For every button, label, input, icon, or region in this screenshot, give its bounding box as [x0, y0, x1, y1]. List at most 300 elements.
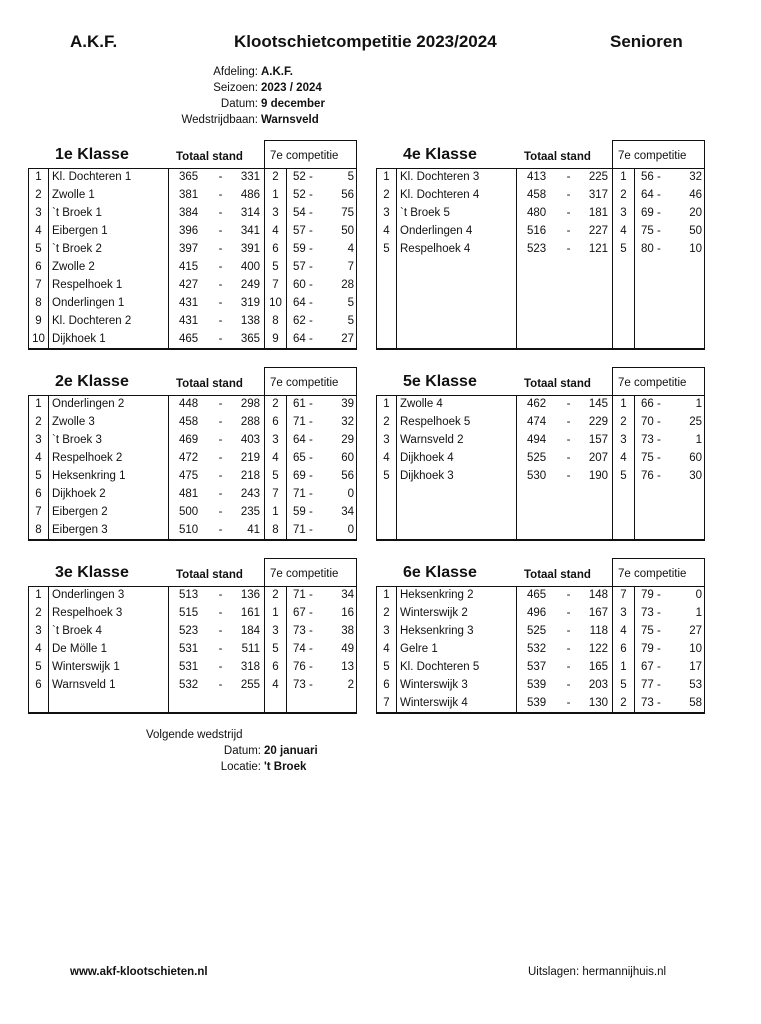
cell-rank: 5	[377, 467, 397, 485]
cell-n1: 532	[527, 642, 547, 655]
cell-s2: 34	[321, 586, 357, 604]
cell-rank: 6	[29, 485, 49, 503]
cell-s2: 1	[669, 604, 705, 622]
cell-s2: 2	[321, 676, 357, 694]
cell-s2: 16	[321, 604, 357, 622]
cell-rank: 3	[29, 622, 49, 640]
cell-n1	[169, 694, 215, 712]
cell-rank	[377, 312, 397, 330]
footer-website[interactable]: www.akf-klootschieten.nl	[70, 966, 208, 978]
cell-n1: 448	[179, 397, 199, 410]
cell-s2	[669, 503, 705, 521]
cell-pos	[613, 276, 635, 294]
cell-s1: 79 -	[641, 588, 661, 601]
table-row	[29, 640, 357, 658]
header-competitie: 7e competitie	[612, 558, 705, 586]
cell-s2: 46	[669, 186, 705, 204]
klasse-title: 2e Klasse	[55, 373, 129, 390]
cell-s2: 5	[321, 168, 357, 186]
cell-n1: 474	[527, 415, 547, 428]
table-row	[29, 168, 357, 186]
cell-team	[397, 330, 517, 348]
cell-rank: 6	[377, 676, 397, 694]
cell-team: Zwolle 1	[49, 186, 169, 204]
cell-s2: 39	[321, 395, 357, 413]
cell-dash: -	[218, 278, 223, 291]
cell-n1: 384	[179, 206, 199, 219]
cell-n2: 318	[227, 658, 265, 676]
cell-s1	[635, 312, 669, 330]
cell-n2: 227	[575, 222, 613, 240]
cell-team: Dijkhoek 2	[49, 485, 169, 503]
cell-rank: 2	[29, 413, 49, 431]
table-row	[377, 622, 705, 640]
cell-s1: 67 -	[293, 606, 313, 619]
cell-s2	[669, 330, 705, 348]
cell-pos: 1	[613, 168, 635, 186]
cell-dash: -	[218, 224, 223, 237]
cell-n2: 400	[227, 258, 265, 276]
cell-s2: 27	[321, 330, 357, 348]
header-competitie: 7e competitie	[264, 558, 357, 586]
cell-pos: 4	[613, 449, 635, 467]
cell-rank: 10	[29, 330, 49, 348]
cell-dash: -	[218, 451, 223, 464]
cell-pos: 1	[265, 503, 287, 521]
table-row	[377, 503, 705, 521]
cell-pos: 6	[613, 640, 635, 658]
cell-n2: 235	[227, 503, 265, 521]
cell-rank	[377, 276, 397, 294]
cell-n2: 365	[227, 330, 265, 348]
cell-s1: 59 -	[293, 505, 313, 518]
cell-n1: 462	[527, 397, 547, 410]
cell-n2: 288	[227, 413, 265, 431]
cell-rank: 2	[377, 604, 397, 622]
match-info	[150, 64, 325, 128]
cell-team: Winterswijk 1	[49, 658, 169, 676]
org-title: A.K.F.	[70, 32, 118, 51]
cell-rank: 5	[377, 240, 397, 258]
cell-s1: 65 -	[293, 451, 313, 464]
table-row	[377, 521, 705, 539]
cell-pos: 7	[265, 276, 287, 294]
cell-dash: -	[566, 242, 571, 255]
cell-team: Onderlingen 1	[49, 294, 169, 312]
cell-s2: 28	[321, 276, 357, 294]
cell-s1: 56 -	[641, 170, 661, 183]
cell-dash: -	[566, 206, 571, 219]
cell-pos: 9	[265, 330, 287, 348]
table-row	[377, 276, 705, 294]
cell-dash: -	[566, 433, 571, 446]
cell-s2: 25	[669, 413, 705, 431]
cell-s2	[669, 294, 705, 312]
cell-n1: 500	[179, 505, 199, 518]
cell-rank: 4	[29, 222, 49, 240]
cell-n1: 415	[179, 260, 199, 273]
cell-s1: 64 -	[293, 332, 313, 345]
cell-team	[397, 485, 517, 503]
cell-s1: 71 -	[293, 487, 313, 500]
cell-n1: 523	[179, 624, 199, 637]
next-match-heading: Volgende wedstrijd	[146, 729, 243, 741]
cell-dash: -	[218, 296, 223, 309]
cell-n2: 319	[227, 294, 265, 312]
info-label: Wedstrijdbaan:	[181, 114, 258, 126]
cell-n1: 537	[527, 660, 547, 673]
cell-s2: 60	[669, 449, 705, 467]
klasse-title: 3e Klasse	[55, 564, 129, 581]
cell-s1: 73 -	[293, 624, 313, 637]
table-row	[377, 330, 705, 348]
cell-n1: 515	[179, 606, 199, 619]
cell-rank: 6	[29, 676, 49, 694]
cell-team: `t Broek 1	[49, 204, 169, 222]
cell-n2: 331	[227, 168, 265, 186]
cell-team: `t Broek 2	[49, 240, 169, 258]
cell-n1: 481	[179, 487, 199, 500]
klasse-title: 4e Klasse	[403, 146, 477, 163]
cell-s1: 64 -	[293, 433, 313, 446]
table-row	[29, 467, 357, 485]
cell-team: Kl. Dochteren 1	[49, 168, 169, 186]
header-totaal-stand: Totaal stand	[176, 151, 243, 163]
cell-n1	[517, 330, 563, 348]
info-value: Warnsveld	[261, 114, 319, 126]
cell-dash: -	[566, 451, 571, 464]
info-value: 2023 / 2024	[261, 82, 322, 94]
cell-s2: 10	[669, 640, 705, 658]
cell-s1: 73 -	[641, 606, 661, 619]
cell-s2: 32	[669, 168, 705, 186]
cell-dash: -	[218, 642, 223, 655]
cell-pos	[613, 503, 635, 521]
cell-dash: -	[566, 224, 571, 237]
cell-s2: 20	[669, 204, 705, 222]
cell-dash: -	[566, 642, 571, 655]
cell-team	[397, 503, 517, 521]
cell-s2: 38	[321, 622, 357, 640]
cell-n2: 130	[575, 694, 613, 712]
cell-s2: 0	[669, 586, 705, 604]
cell-dash: -	[218, 433, 223, 446]
next-match	[146, 727, 318, 775]
cell-s1: 64 -	[641, 188, 661, 201]
cell-n1: 539	[527, 678, 547, 691]
cell-rank: 1	[29, 168, 49, 186]
cell-s1: 66 -	[641, 397, 661, 410]
cell-n1: 525	[527, 624, 547, 637]
cell-n2	[575, 258, 613, 276]
cell-n1	[517, 503, 563, 521]
cell-dash: -	[218, 624, 223, 637]
cell-pos: 8	[265, 521, 287, 539]
cell-s2: 50	[669, 222, 705, 240]
cell-n2: 181	[575, 204, 613, 222]
cell-n1: 525	[527, 451, 547, 464]
cell-rank: 6	[29, 258, 49, 276]
cell-pos: 3	[265, 431, 287, 449]
cell-rank	[377, 521, 397, 539]
cell-team: De Mölle 1	[49, 640, 169, 658]
cell-s1	[635, 276, 669, 294]
cell-n1: 530	[527, 469, 547, 482]
cell-pos: 10	[265, 294, 287, 312]
cell-pos: 7	[265, 485, 287, 503]
cell-s1: 69 -	[641, 206, 661, 219]
cell-rank: 5	[29, 467, 49, 485]
table-row	[29, 485, 357, 503]
cell-dash: -	[218, 206, 223, 219]
header-totaal-stand: Totaal stand	[524, 569, 591, 581]
info-label: Datum:	[220, 98, 258, 110]
cell-s1: 76 -	[293, 660, 313, 673]
cell-dash: -	[566, 588, 571, 601]
info-label: Seizoen:	[213, 82, 258, 94]
cell-n2: 317	[575, 186, 613, 204]
cell-team: Kl. Dochteren 4	[397, 186, 517, 204]
table-row	[377, 240, 705, 258]
cell-s2	[669, 521, 705, 539]
cell-n1: 431	[179, 314, 199, 327]
cell-n1: 365	[179, 170, 199, 183]
cell-dash: -	[218, 588, 223, 601]
table-row	[377, 258, 705, 276]
cell-dash: -	[218, 314, 223, 327]
table-row	[29, 604, 357, 622]
cell-s2: 58	[669, 694, 705, 712]
cell-rank: 2	[377, 186, 397, 204]
cell-n2: 486	[227, 186, 265, 204]
cell-dash: -	[566, 397, 571, 410]
cell-n1	[517, 312, 563, 330]
table-row	[29, 395, 357, 413]
cell-s1: 73 -	[641, 433, 661, 446]
table-row	[29, 694, 357, 712]
cell-team: Respelhoek 1	[49, 276, 169, 294]
cell-team: Warnsveld 2	[397, 431, 517, 449]
cell-rank: 1	[377, 586, 397, 604]
cell-s2: 56	[321, 186, 357, 204]
cell-n1: 427	[179, 278, 199, 291]
cell-n1: 523	[527, 242, 547, 255]
cell-team: Respelhoek 5	[397, 413, 517, 431]
cell-rank: 5	[29, 658, 49, 676]
cell-s1: 69 -	[293, 469, 313, 482]
cell-dash	[563, 521, 575, 539]
cell-s2: 27	[669, 622, 705, 640]
cell-pos: 4	[613, 622, 635, 640]
standings-table	[376, 586, 705, 712]
table-row	[377, 694, 705, 712]
cell-n1: 513	[179, 588, 199, 601]
cell-dash: -	[218, 188, 223, 201]
cell-dash: -	[218, 505, 223, 518]
header-competitie: 7e competitie	[264, 140, 357, 168]
cell-rank: 5	[29, 240, 49, 258]
cell-n2	[575, 294, 613, 312]
cell-rank	[377, 503, 397, 521]
klasse-title: 5e Klasse	[403, 373, 477, 390]
cell-n1	[517, 485, 563, 503]
table-row	[29, 413, 357, 431]
standings-table	[376, 395, 705, 539]
cell-pos	[613, 521, 635, 539]
cell-s1: 57 -	[293, 260, 313, 273]
cell-n1: 532	[179, 678, 199, 691]
table-row	[29, 330, 357, 348]
cell-dash: -	[218, 487, 223, 500]
cell-dash: -	[566, 678, 571, 691]
cell-pos: 7	[613, 586, 635, 604]
cell-team: Onderlingen 4	[397, 222, 517, 240]
cell-pos: 2	[265, 586, 287, 604]
cell-s2: 17	[669, 658, 705, 676]
next-value: 't Broek	[264, 761, 307, 773]
cell-rank: 3	[29, 204, 49, 222]
cell-n2: 41	[227, 521, 265, 539]
cell-n2: 190	[575, 467, 613, 485]
table-row	[377, 658, 705, 676]
cell-s2: 1	[669, 395, 705, 413]
cell-s1	[635, 521, 669, 539]
cell-n2: 207	[575, 449, 613, 467]
cell-rank: 4	[377, 222, 397, 240]
cell-s2: 60	[321, 449, 357, 467]
cell-team	[397, 294, 517, 312]
cell-rank: 4	[377, 449, 397, 467]
cell-n2: 391	[227, 240, 265, 258]
cell-dash: -	[566, 170, 571, 183]
table-row	[29, 658, 357, 676]
next-label: Locatie:	[220, 761, 261, 773]
table-row	[29, 240, 357, 258]
cell-pos: 1	[613, 395, 635, 413]
table-row	[29, 586, 357, 604]
cell-n1: 465	[179, 332, 199, 345]
cell-dash	[563, 485, 575, 503]
cell-n1: 413	[527, 170, 547, 183]
cell-pos	[613, 258, 635, 276]
cell-n2: 511	[227, 640, 265, 658]
cell-s1: 52 -	[293, 170, 313, 183]
cell-pos: 1	[265, 186, 287, 204]
cell-pos: 5	[613, 676, 635, 694]
cell-n1	[517, 276, 563, 294]
cell-team: Eibergen 3	[49, 521, 169, 539]
cell-team: Eibergen 1	[49, 222, 169, 240]
cell-n2: 165	[575, 658, 613, 676]
cell-rank: 1	[377, 168, 397, 186]
cell-rank: 2	[29, 186, 49, 204]
cell-n2: 118	[575, 622, 613, 640]
cell-n2: 341	[227, 222, 265, 240]
standings-table	[376, 168, 705, 348]
cell-s2: 29	[321, 431, 357, 449]
cell-s1: 62 -	[293, 314, 313, 327]
cell-rank: 7	[29, 276, 49, 294]
cell-dash	[563, 312, 575, 330]
cell-s2: 5	[321, 312, 357, 330]
table-row	[377, 186, 705, 204]
cell-n1: 458	[179, 415, 199, 428]
cell-team: Heksenkring 1	[49, 467, 169, 485]
cell-pos: 2	[265, 395, 287, 413]
cell-pos: 1	[265, 604, 287, 622]
header-totaal-stand: Totaal stand	[524, 378, 591, 390]
cell-pos: 3	[265, 204, 287, 222]
cell-team	[397, 312, 517, 330]
cell-pos	[613, 330, 635, 348]
table-row	[29, 676, 357, 694]
cell-team: `t Broek 4	[49, 622, 169, 640]
footer-results[interactable]: Uitslagen: hermannijhuis.nl	[528, 966, 667, 978]
cell-n1: 469	[179, 433, 199, 446]
header-competitie: 7e competitie	[612, 140, 705, 168]
cell-dash: -	[566, 469, 571, 482]
cell-s1: 57 -	[293, 224, 313, 237]
cell-n2: 243	[227, 485, 265, 503]
cell-n2: 161	[227, 604, 265, 622]
cell-pos: 8	[265, 312, 287, 330]
cell-rank: 1	[29, 586, 49, 604]
cell-pos: 5	[265, 258, 287, 276]
cell-s2: 34	[321, 503, 357, 521]
cell-dash: -	[566, 606, 571, 619]
cell-s1: 75 -	[641, 451, 661, 464]
cell-s1: 60 -	[293, 278, 313, 291]
cell-pos: 2	[613, 186, 635, 204]
table-row	[377, 168, 705, 186]
cell-team: Kl. Dochteren 2	[49, 312, 169, 330]
cell-dash: -	[218, 397, 223, 410]
cell-s2: 7	[321, 258, 357, 276]
cell-n2	[575, 521, 613, 539]
cell-team: Respelhoek 4	[397, 240, 517, 258]
cell-s2: 30	[669, 467, 705, 485]
cell-s1	[635, 503, 669, 521]
cell-n2: 298	[227, 395, 265, 413]
cell-n2: 148	[575, 586, 613, 604]
cell-s2	[669, 485, 705, 503]
cell-rank: 9	[29, 312, 49, 330]
cell-team: Eibergen 2	[49, 503, 169, 521]
cell-rank: 8	[29, 294, 49, 312]
cell-rank: 2	[377, 413, 397, 431]
cell-n2: 184	[227, 622, 265, 640]
info-value: 9 december	[261, 98, 325, 110]
info-label: Afdeling:	[213, 66, 258, 78]
header-totaal-stand: Totaal stand	[524, 151, 591, 163]
cell-n2: 121	[575, 240, 613, 258]
cell-s2	[669, 258, 705, 276]
cell-n2	[227, 694, 265, 712]
cell-dash: -	[218, 606, 223, 619]
cell-s2: 0	[321, 485, 357, 503]
cell-s1: 73 -	[293, 678, 313, 691]
table-row	[377, 586, 705, 604]
cell-pos: 5	[613, 240, 635, 258]
cell-pos: 3	[613, 431, 635, 449]
cell-dash: -	[566, 415, 571, 428]
cell-n2	[575, 503, 613, 521]
cell-n2: 145	[575, 395, 613, 413]
cell-n1: 475	[179, 469, 199, 482]
header-competitie: 7e competitie	[264, 367, 357, 395]
table-row	[29, 503, 357, 521]
cell-s1: 71 -	[293, 588, 313, 601]
